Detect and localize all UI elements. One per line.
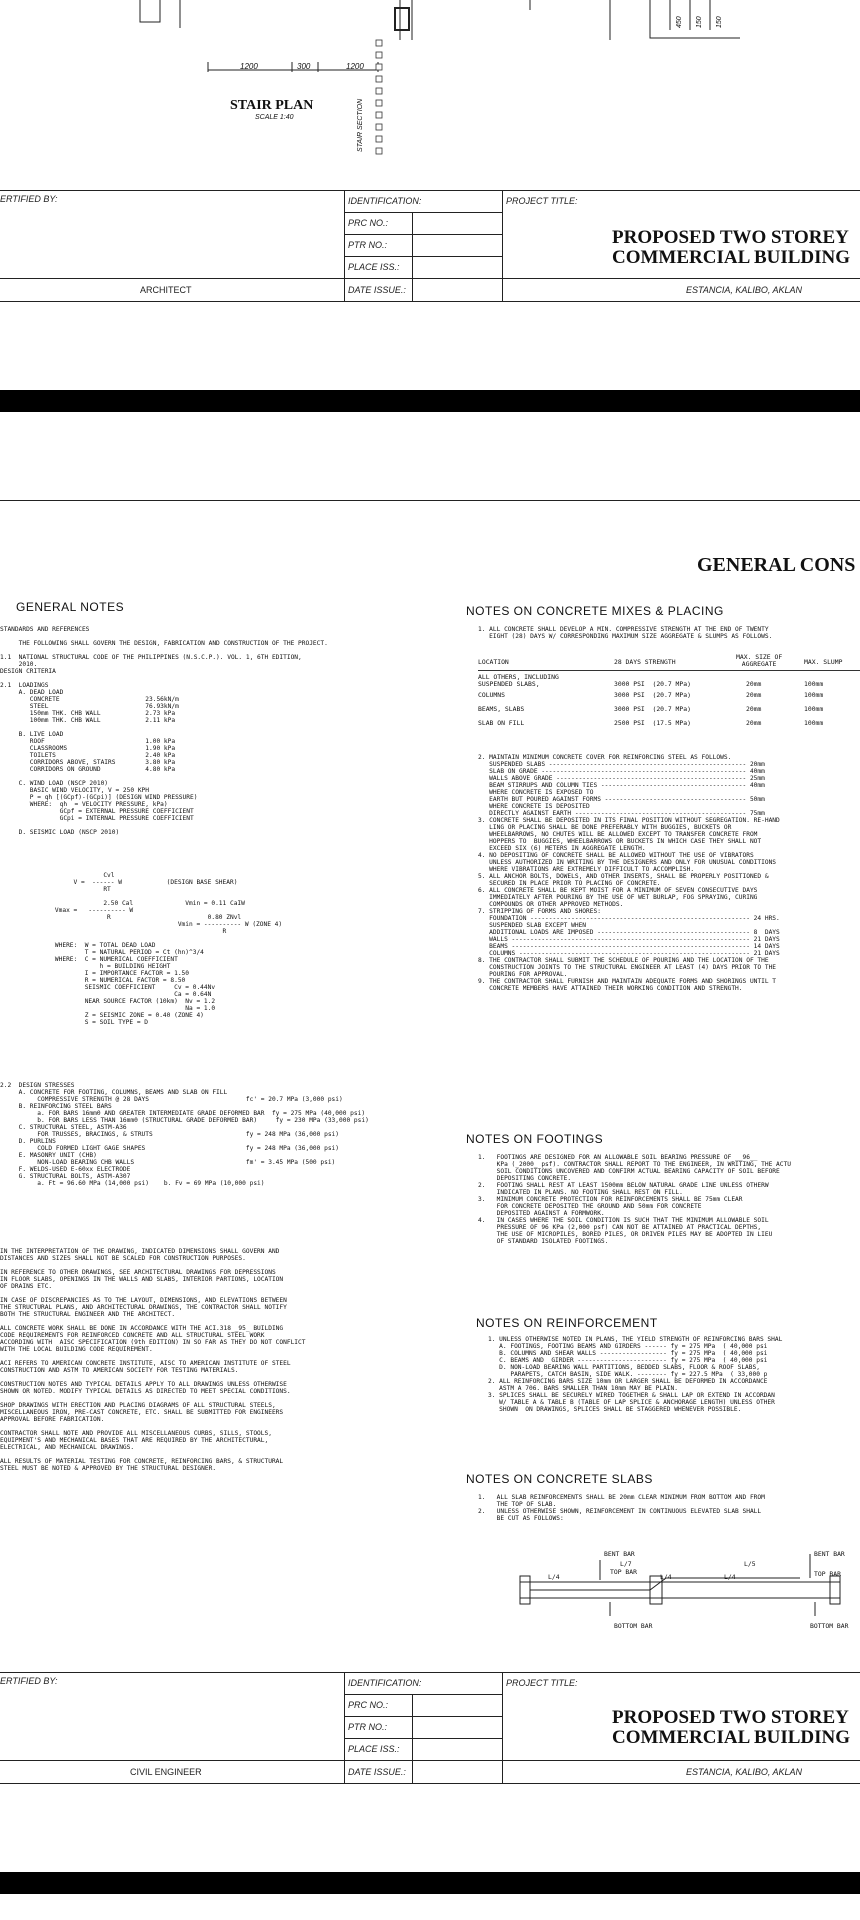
text-line: DEPOSITING CONCRETE. [478,1175,572,1182]
text-line: CONSTRUCTION JOINTS TO THE STRUCTURAL ENGINEER AT LEAST (4) DAYS PRIOR TO THE [478,964,777,971]
stair-dim-3: 1200 [346,62,364,71]
text-line: BEAM STIRRUPS AND COLUMN TIES --------------------------------------- 40mm [478,782,765,789]
text-line: 2. MAINTAIN MINIMUM CONCRETE COVER FOR REINFORCING STEEL AS FOLLOWS. [478,754,732,761]
text-line: 2.2 DESIGN STRESSES [0,1082,75,1089]
stair-plan-scale: SCALE 1:40 [255,114,294,121]
text-line: STANDARDS AND REFERENCES [0,626,90,633]
seismic-block [40,872,282,1026]
text-line: IN FLOOR SLABS, OPENINGS IN THE WALLS AND SLABS, INTERIOR PARTIONS, LOCATION [0,1276,284,1283]
text-line: THE STRUCTURAL PLANS, AND ARCHITECTURAL DRAWINGS, THE CONTRACTOR SHALL NOTIFY [0,1304,287,1311]
slab-reinforcement-detail [500,1542,860,1632]
text-line: E. MASONRY UNIT (CHB) [0,1152,97,1159]
text-line: IN REFERENCE TO OTHER DRAWINGS, SEE ARCHITECTURAL DRAWINGS FOR DEPRESSIONS [0,1269,276,1276]
text-line: b. FOR BARS LESS THAN 16mm0 (STRUCTURAL GRADE DEFORMED BAR) fy = 230 MPa (33,000 psi) [0,1117,369,1124]
text-line: D. PURLINS [0,1138,56,1145]
text-line: BOTH THE STRUCTURAL ENGINEER AND THE ARCHITECT. [0,1311,176,1318]
bottom-bar-right-label: BOTTOM BAR [810,1622,849,1630]
general-notes-block [0,626,328,836]
text-line [0,822,328,829]
certified-by-label-2: ERTIFIED BY: [0,1676,58,1686]
text-line: 5. ALL ANCHOR BOLTS, DOWELS, AND OTHER INSERTS, SHALL BE PROPERLY POSITIONED & [478,873,769,880]
concrete-mixes-intro [478,626,772,640]
text-line: 4. IN CASES WHERE THE SOIL CONDITION IS SUCH THAT THE MINIMUM ALLOWABLE SOIL [478,1217,769,1224]
text-line: SOIL CONDITIONS UNCOVERED AND CONFIRM ACTUAL BEARING CAPACITY OF SOIL BEFORE [478,1168,780,1175]
text-line: 3. CONCRETE SHALL BE DEPOSITED IN ITS FINAL POSITION WITHOUT SEGREGATION. RE-HAND [478,817,780,824]
title-block-architect [0,190,860,302]
project-title-line1: PROPOSED TWO STOREY [612,227,849,248]
text-line: EIGHT (28) DAYS W/ CORRESPONDING MAXIMUM SIZE AGGREGATE & SLUMPS AS FOLLOWS. [478,633,773,640]
table-header-location: LOCATION [478,658,509,666]
text-line: IN CASE OF DISCREPANCIES AS TO THE LAYOUT, DIMENSIONS, AND ELEVATIONS BETWEEN [0,1297,287,1304]
identification-label: IDENTIFICATION: [348,196,422,206]
text-line: 2010. [0,661,38,668]
table-cell: 100mm [804,705,824,713]
text-line: LING OR PLACING SHALL BE DONE PREFERABLY WITH BUGGIES, BUCKETS OR [478,824,732,831]
text-line: Vmin = ---------- W (ZONE 4) [40,921,283,928]
text-line: SHOWN ON DRAWINGS, SPLICES SHALL BE STAGGERED WHENEVER POSSIBLE. [488,1406,742,1413]
text-line: TOILETS 2.40 kPa [0,752,176,759]
identification-label-2: IDENTIFICATION: [348,1678,422,1688]
text-line: IN THE INTERPRETATION OF THE DRAWING, INDICATED DIMENSIONS SHALL GOVERN AND [0,1248,280,1255]
text-line: 2.1 LOADINGS [0,682,49,689]
text-line: 7. STRIPPING OF FORMS AND SHORES: [478,908,601,915]
text-line: THE USE OF MICROPILES, BORED PILES, OR DRIVEN PILES MAY BE ADOPTED IN LIEU [478,1231,773,1238]
table-cell: 3000 PSI (20.7 MPa) [614,680,691,688]
table-header-aggregate: MAX. SIZE OF AGGREGATE [736,653,783,668]
stair-dim-2: 300 [297,62,311,71]
text-line [0,1290,305,1297]
span-l5-label: L/5 [744,1560,756,1568]
text-line: DEPOSITED AGAINST A FORMWORK. [478,1210,605,1217]
text-line: IMMEDIATELY AFTER POURING BY THE USE OF WET BURLAP, FOG SPRAYING, CURING [478,894,758,901]
text-line: INDICATED IN PLANS. NO FOOTING SHALL REST ON FILL. [478,1189,683,1196]
text-line: I = IMPORTANCE FACTOR = 1.50 [40,970,190,977]
text-line: D. NON-LOAD BEARING WALL PARTITIONS, BEDDED SLABS, FLOOR & ROOF SLABS, [488,1364,760,1371]
text-line: EXCEED SIX (6) METERS IN AGGREGATE LENGTH. [478,845,646,852]
text-line [0,724,328,731]
text-line: STEEL 76.93kN/m [0,703,179,710]
text-line: SLAB ON GRADE ------------------------------------------------------- 40mm [478,768,765,775]
text-line: ALL RESULTS OF MATERIAL TESTING FOR CONCRETE, REINFORCING BARS, & STRUCTURAL [0,1458,284,1465]
text-line: BE CUT AS FOLLOWS: [478,1515,564,1522]
bottom-bar-left-label: BOTTOM BAR [614,1622,653,1630]
text-line: NEAR SOURCE FACTOR (10km) Nv = 1.2 [40,998,216,1005]
top-bar-left-label: TOP BAR [610,1568,637,1576]
table-cell: BEAMS, SLABS [478,705,525,713]
text-line: SUSPENDED SLAB EXCEPT WHEN [478,922,587,929]
text-line: CONCRETE MEMBERS HAVE ATTAINED THEIR WORKING CONDITION AND STRENGTH. [478,985,743,992]
text-line: CONSTRUCTION NOTES AND TYPICAL DETAILS APPLY TO ALL DRAWINGS UNLESS OTHERWISE [0,1381,287,1388]
bent-bar-right-label: BENT BAR [814,1550,845,1558]
text-line: C. BEAMS AND GIRDER ------------------------ fy = 275 MPa ( 40,000 psi [488,1357,768,1364]
text-line [0,1374,305,1381]
text-line: WITH THE LOCAL BUILDING CODE REQUIREMENT. [0,1346,153,1353]
stair-plan-title: STAIR PLAN [230,98,314,113]
text-line: FOR TRUSSES, BRACINGS, & STRUTS fy = 248 MPa (36,000 psi) [0,1131,339,1138]
table-cell: 20mm [746,680,762,688]
text-line [0,647,328,654]
text-line: R = NUMERICAL FACTOR = 8.50 [40,977,186,984]
text-line: COMPOUNDS OR OTHER APPROVED METHODS. [478,901,624,908]
table-cell: ALL OTHERS, INCLUDING SUSPENDED SLABS, [478,673,559,688]
text-line: WHERE VIBRATIONS ARE EXTREMELY DIFFICULT TO ACCOMPLISH. [478,866,695,873]
text-line: a. Ft = 96.60 MPa (14,000 psi) b. Fv = 69 MPa (10,000 psi) [0,1180,265,1187]
text-line: Na = 1.0 [40,1005,216,1012]
text-line: T = NATURAL PERIOD = Ct (hn)^3/4 [40,949,204,956]
text-line: Ca = 0.64N [40,991,212,998]
text-line: SEISMIC COEFFICIENT Cv = 0.44Nv [40,984,216,991]
text-line: 2.50 Cal Vmin = 0.11 CaIW [40,900,245,907]
text-line: WHEELBARROWS, NO CHUTES WILL BE ALLOWED EXCEPT TO TRANSFER CONCRETE FROM [478,831,758,838]
project-location: ESTANCIA, KALIBO, AKLAN [686,285,803,295]
text-line: 9. THE CONTRACTOR SHALL FURNISH AND MAINTAIN ADEQUATE FORMS AND SHORINGS UNTIL T [478,978,777,985]
text-line [0,773,328,780]
right-dim-1: 450 [676,16,683,28]
general-paragraphs-block [0,1248,305,1472]
text-line [0,1423,305,1430]
text-line: F. WELDS-USED E-60xx ELECTRODE [0,1166,131,1173]
text-line: WALLS ---------------------------------------------------------------- 21 DAYS [478,936,780,943]
text-line: PARAPETS, CATCH BASIN, SIDE WALK. -------- fy = 227.5 MPa ( 33,000 p [488,1371,768,1378]
text-line: PRESSURE OF 96 KPa (2,000 psf) CAN NOT BE ATTAINED AT PRACTICAL DEPTHS, [478,1224,762,1231]
text-line: APPROVAL BEFORE FABRICATION. [0,1416,105,1423]
span-l4a-label: L/4 [548,1573,560,1581]
text-line [0,1318,305,1325]
text-line: EARTH BUT POURED AGAINST FORMS -------------------------------------- 50mm [478,796,765,803]
concrete-mix-table [478,648,860,738]
text-line: 1. ALL SLAB REINFORCEMENTS SHALL BE 20mm CLEAR MINIMUM FROM BOTTOM AND FROM [478,1494,765,1501]
text-line: C. WIND LOAD (NSCP 2010) [0,780,109,787]
project-location-2: ESTANCIA, KALIBO, AKLAN [686,1767,803,1777]
table-cell: SLAB ON FILL [478,719,525,727]
table-cell: COLUMNS [478,691,505,699]
concrete-mixes-notes [478,754,780,992]
design-stresses-block [0,1082,369,1187]
text-line: CORRIDORS ABOVE, STAIRS 3.80 kPa [0,759,176,766]
text-line: 150mm THK. CHB WALL 2.73 kPa [0,710,176,717]
text-line: FOUNDATION ----------------------------------------------------------- 24 HRS. [478,915,780,922]
text-line: THE TOP OF SLAB. [478,1501,557,1508]
text-line: NON-LOAD BEARING CHB WALLS fm' = 3.45 MPa (500 psi) [0,1159,336,1166]
slabs-block [478,1494,765,1522]
text-line: COLUMNS -------------------------------------------------------------- 21 DAYS [478,950,780,957]
text-line: WALLS ABOVE GRADE --------------------------------------------------- 25mm [478,775,765,782]
general-notes-heading: GENERAL NOTES [16,600,125,614]
place-label-2: PLACE ISS.: [348,1744,400,1754]
top-bar-right-label: TOP BAR [814,1570,841,1578]
text-line: BASIC WIND VELOCITY, V = 250 KPH [0,787,150,794]
footings-heading: NOTES ON FOOTINGS [466,1132,604,1146]
text-line: D. SEISMIC LOAD (NSCP 2010) [0,829,120,836]
sheet-general-notes [0,502,860,1872]
project-title-line1-2: PROPOSED TWO STOREY [612,1707,849,1728]
span-l4c-label: L/4 [724,1573,736,1581]
text-line: CONTRACTOR SHALL NOTE AND PROVIDE ALL MISCELLANEOUS CURBS, SILLS, STOOLS, [0,1430,272,1437]
project-title-label-2: PROJECT TITLE: [506,1678,578,1688]
sheet-title: GENERAL CONS [697,554,856,576]
architect-role: ARCHITECT [140,285,192,295]
text-line: C. STRUCTURAL STEEL, ASTM-A36 [0,1124,127,1131]
text-line: DESIGN CRITERIA [0,668,56,675]
text-line [0,1262,305,1269]
text-line: Z = SEISMIC ZONE = 0.40 (ZONE 4) [40,1012,204,1019]
text-line: V = ------ W (DESIGN BASE SHEAR) [40,879,238,886]
concrete-mixes-heading: NOTES ON CONCRETE MIXES & PLACING [466,604,724,618]
text-line: BEAMS ---------------------------------------------------------------- 14 DAYS [478,943,780,950]
date-label-2: DATE ISSUE.: [348,1767,406,1777]
text-line [0,1395,305,1402]
text-line: SHOP DRAWINGS WITH ERECTION AND PLACING DIAGRAMS OF ALL STRUCTURAL STEELS, [0,1402,276,1409]
text-line: ACI REFERS TO AMERICAN CONCRETE INSTITUTE, AISC TO AMERICAN INSTITUTE OF STEEL [0,1360,291,1367]
table-cell: 3000 PSI (20.7 MPa) [614,705,691,713]
text-line: A. CONCRETE FOR FOOTING, COLUMNS, BEAMS AND SLAB ON FILL [0,1089,228,1096]
text-line: MISCELLANEOUS IRON, PRE-CAST CONCRETE, ETC. SHALL BE SUBMITTED FOR ENGINEERS [0,1409,284,1416]
text-line: ACCORDING WITH AISC SPECIFICATION (9th EDITION) IN SO FAR AS THEY DO NOT CONFLICT [0,1339,306,1346]
text-line: HOPPERS TO BUGGIES, WHEELBARROWS OR BUCKETS IN WHICH CASE THEY SHALL NOT [478,838,762,845]
text-line: OF STANDARD ISOLATED FOOTINGS. [478,1238,609,1245]
text-line: ASTM A 706. BARS SMALLER THAN 10mm MAY BE PLAIN. [488,1385,678,1392]
stair-dim-1: 1200 [240,62,258,71]
text-line: 1.1 NATIONAL STRUCTURAL CODE OF THE PHILIPPINES (N.S.C.P.). VOL. 1, 6TH EDITION, [0,654,302,661]
text-line [0,675,328,682]
text-line: RT [40,886,111,893]
table-cell: 100mm [804,691,824,699]
text-line: WHERE: C = NUMERICAL COEFFICIENT [40,956,178,963]
text-line: R 0.80 ZNvl [40,914,242,921]
sheet-architectural [0,0,860,390]
text-line: ELECTRICAL, AND MECHANICAL DRAWINGS. [0,1444,135,1451]
text-line: SECURED IN PLACE PRIOR TO PLACING OF CONCRETE. [478,880,661,887]
ptr-label-2: PTR NO.: [348,1722,388,1732]
text-line: SUSPENDED SLABS ----------------------------------------------------- 20mm [478,761,765,768]
text-line: ADDITIONAL LOADS ARE IMPOSED ----------------------------------------- 8 DAYS [478,929,780,936]
text-line: B. LIVE LOAD [0,731,64,738]
certified-by-label: ERTIFIED BY: [0,194,58,204]
text-line: 1. UNLESS OTHERWISE NOTED IN PLANS, THE YIELD STRENGTH OF REINFORCING BARS SHAL [488,1336,783,1343]
text-line: 6. ALL CONCRETE SHALL BE KEPT MOIST FOR A MINIMUM OF SEVEN CONSECUTIVE DAYS [478,887,758,894]
text-line: ALL CONCRETE WORK SHALL BE DONE IN ACCORDANCE WITH THE ACI.318 _95_ BUILDING [0,1325,284,1332]
text-line: 2. ALL REINFORCING BARS SIZE 10mm OR LARGER SHALL BE DEFORMED IN ACCORDANCE [488,1378,768,1385]
project-title-line2-2: COMMERCIAL BUILDING [612,1727,851,1748]
text-line: 3. SPLICES SHALL BE SECURELY WIRED TOGETHER & SHALL LAP OR EXTEND IN ACCORDAN [488,1392,775,1399]
sheet-separator-1 [0,390,860,412]
text-line: POURING FOR APPROVAL. [478,971,568,978]
text-line: Cvl [40,872,115,879]
text-line: FOR CONCRETE DEPOSITED THE GROUND AND 50mm FOR CONCRETE [478,1203,702,1210]
reinforcement-block [488,1336,782,1413]
table-cell: 20mm [746,719,762,727]
text-line: 1. ALL CONCRETE SHALL DEVELOP A MIN. COMPRESSIVE STRENGTH AT THE END OF TWENTY [478,626,769,633]
text-line: R [40,928,227,935]
span-l7-label: L/7 [620,1560,632,1568]
project-title-line2: COMMERCIAL BUILDING [612,247,851,268]
text-line: THE FOLLOWING SHALL GOVERN THE DESIGN, FABRICATION AND CONSTRUCTION OF THE PROJECT. [0,640,328,647]
prc-label-2: PRC NO.: [348,1700,389,1710]
text-line: 2. FOOTING SHALL REST AT LEAST 1500mm BELOW NATURAL GRADE LINE UNLESS OTHERW [478,1182,769,1189]
text-line: W/ TABLE A & TABLE B (TABLE OF LAP SPLICE & ANCHORAGE LENGTH) UNLESS OTHER [488,1399,775,1406]
text-line [0,1451,305,1458]
text-line: Vmax = ---------- W [40,907,134,914]
text-line: WHERE: qh = VELOCITY PRESSURE, kPa) [0,801,168,808]
reinforcement-heading: NOTES ON REINFORCEMENT [476,1316,658,1330]
text-line: KPa (_2000_ psf). CONTRACTOR SHALL REPORT TO THE ENGINEER, IN WRITING, THE ACTU [478,1161,791,1168]
text-line: CORRIDORS ON GROUND 4.80 kPa [0,766,176,773]
text-line [0,633,328,640]
table-header-strength: 28 DAYS STRENGTH [614,658,676,666]
civil-engineer-role: CIVIL ENGINEER [130,1767,202,1777]
text-line: A. DEAD LOAD [0,689,64,696]
stair-section-label: STAIR SECTION [357,98,364,152]
text-line: G. STRUCTURAL BOLTS, ASTM-A307 [0,1173,131,1180]
stair-plan-drawing [0,0,860,160]
text-line: STEEL MUST BE NOTED & APPROVED BY THE STRUCTURAL DESIGNER. [0,1465,217,1472]
text-line: EQUIPMENT'S AND MECHANICAL BASES THAT ARE REQUIRED BY THE ARCHITECTURAL, [0,1437,269,1444]
text-line: WHERE: W = TOTAL DEAD LOAD [40,942,156,949]
table-cell: 100mm [804,680,824,688]
text-line: 8. THE CONTRACTOR SHALL SUBMIT THE SCHEDULE OF POURING AND THE LOCATION OF THE [478,957,769,964]
right-dim-2: 150 [696,16,703,28]
footings-block [478,1154,791,1245]
text-line: DISTANCES AND SIZES SHALL NOT BE SCALED FOR CONSTRUCTION PURPOSES. [0,1255,246,1262]
table-cell: 20mm [746,691,762,699]
text-line [40,935,282,942]
bent-bar-left-label: BENT BAR [604,1550,635,1558]
text-line: CLASSROOMS 1.90 kPa [0,745,176,752]
text-line: OF DRAINS ETC. [0,1283,53,1290]
text-line: SHOWN OR NOTED. MODIFY TYPICAL DETAILS AS DIRECTED TO MEET SPECIAL CONDITIONS. [0,1388,291,1395]
prc-label: PRC NO.: [348,218,389,228]
table-cell: 2500 PSI (17.5 MPa) [614,719,691,727]
text-line [0,1353,305,1360]
place-label: PLACE ISS.: [348,262,400,272]
title-block-civil-engineer [0,1672,860,1784]
gap-1 [0,412,860,500]
text-line: P = qh [(GCpf)-(GCpi)] (DESIGN WIND PRESSURE) [0,794,198,801]
text-line: GCpf = EXTERNAL PRESSURE COEFFICIENT [0,808,194,815]
text-line: COLD FORMED LIGHT GAGE SHAPES fy = 248 MPa (36,000 psi) [0,1145,339,1152]
text-line: S = SOIL TYPE = D [40,1019,149,1026]
text-line: CONSTRUCTION AND ASTM TO AMERICAN SOCIETY FOR TESTING MATERIALS. [0,1367,239,1374]
text-line: B. REINFORCING STEEL BARS [0,1103,112,1110]
text-line: 100mm THK. CHB WALL 2.11 kPa [0,717,176,724]
text-line: UNLESS AUTHORIZED IN WRITING BY THE DESIGNERS AND ONLY FOR UNUSUAL CONDITIONS [478,859,777,866]
sheet-separator-2 [0,1872,860,1894]
text-line: WHERE CONCRETE IS EXPOSED TO [478,789,594,796]
text-line: CODE REQUIREMENTS FOR REINFORCED CONCRETE AND ALL STRUCTURAL STEEL WORK [0,1332,265,1339]
text-line: A. FOOTINGS, FOOTING BEAMS AND GIRDERS ------ fy = 275 MPa ( 40,000 psi [488,1343,768,1350]
ptr-label: PTR NO.: [348,240,388,250]
text-line: WHERE CONCRETE IS DEPOSITED [478,803,590,810]
text-line: 4. NO DEPOSITING OF CONCRETE SHALL BE ALLOWED WITHOUT THE USE OF VIBRATORS [478,852,754,859]
table-cell: 100mm [804,719,824,727]
text-line: a. FOR BARS 16mm0 AND GREATER INTERMEDIATE GRADE DEFORMED BAR fy = 275 MPa (40,000 psi) [0,1110,366,1117]
text-line: DIRECTLY AGAINST EARTH ---------------------------------------------- 75mm [478,810,765,817]
text-line: 3. MINIMUM CONCRETE PROTECTION FOR REINFORCEMENTS SHALL BE 75mm CLEAR [478,1196,743,1203]
span-l4b-label: L/4 [660,1573,672,1581]
text-line [40,893,282,900]
table-cell: 3000 PSI (20.7 MPa) [614,691,691,699]
text-line: GCpi = INTERNAL PRESSURE COEFFICIENT [0,815,194,822]
right-dim-3: 150 [716,16,723,28]
table-cell: 20mm [746,705,762,713]
project-title-label: PROJECT TITLE: [506,196,578,206]
slabs-heading: NOTES ON CONCRETE SLABS [466,1472,653,1486]
text-line: CONCRETE 23.56kN/m [0,696,179,703]
date-label: DATE ISSUE.: [348,285,406,295]
text-line: h = BUILDING HEIGHT [40,963,171,970]
table-header-slump: MAX. SLUMP [804,658,843,666]
text-line: COMPRESSIVE STRENGTH @ 28 DAYS fc' = 20.7 MPa (3,000 psi) [0,1096,343,1103]
text-line: 1. FOOTINGS ARE DESIGNED FOR AN ALLOWABLE SOIL BEARING PRESSURE OF __96__ [478,1154,758,1161]
text-line: B. COLUMNS AND SHEAR WALLS ------------------ fy = 275 MPa ( 40,000 psi [488,1350,768,1357]
text-line: ROOF 1.00 kPa [0,738,176,745]
text-line: 2. UNLESS OTHERWISE SHOWN, REINFORCEMENT IN CONTINUOUS ELEVATED SLAB SHALL [478,1508,762,1515]
